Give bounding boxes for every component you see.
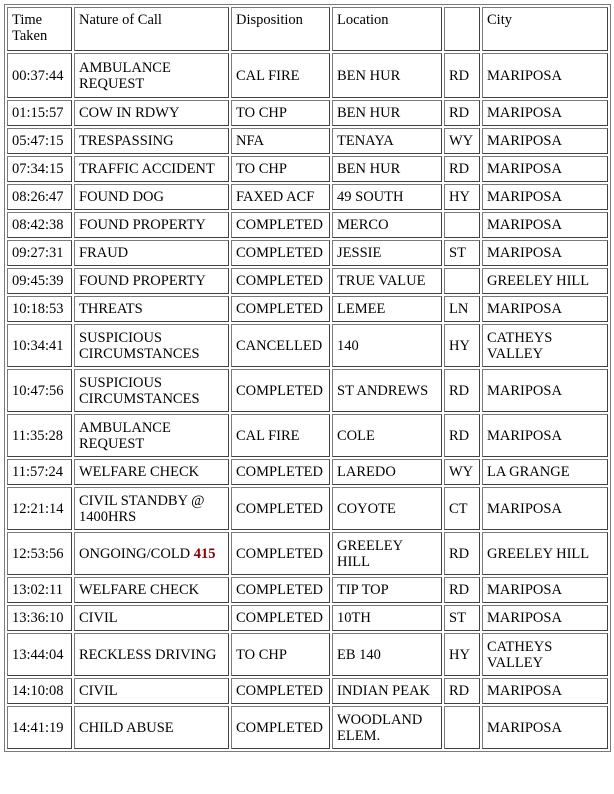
cell-city: [482, 706, 608, 749]
cell-disposition-text: COMPLETED: [236, 545, 323, 562]
cell-nature-of-call-text: ONGOING/COLD: [79, 545, 191, 562]
table-row: [7, 678, 608, 704]
cell-disposition-text: COMPLETED: [236, 683, 323, 699]
cell-location: [332, 53, 442, 98]
cell-location: [332, 577, 442, 603]
cell-street-suffix: [444, 369, 480, 412]
cell-disposition: [231, 459, 330, 485]
cell-nature-of-call-text: FOUND PROPERTY: [79, 273, 206, 289]
cell-street-suffix: [444, 414, 480, 457]
cell-city: [482, 212, 608, 238]
cell-location: [332, 678, 442, 704]
cell-nature-of-call: [74, 268, 229, 294]
cell-city-text: MARIPOSA: [487, 105, 562, 121]
cell-city: [482, 128, 608, 154]
cell-location-text: BEN HUR: [337, 105, 401, 121]
cell-location-text: LEMEE: [337, 301, 386, 317]
cell-nature-of-call: [74, 605, 229, 631]
cell-nature-of-call: [74, 706, 229, 749]
cell-disposition-text: CANCELLED: [236, 337, 323, 354]
cell-nature-of-call: [74, 678, 229, 704]
cell-nature-of-call-text: AMBULANCE REQUEST: [79, 59, 171, 92]
cell-time: [7, 633, 72, 676]
cell-nature-of-call: [74, 296, 229, 322]
cell-city-text: MARIPOSA: [487, 427, 562, 444]
cell-nature-of-call: [74, 212, 229, 238]
cell-location: [332, 487, 442, 530]
cell-nature-of-call: [74, 414, 229, 457]
cell-street-suffix: [444, 678, 480, 704]
table-row: [7, 414, 608, 457]
cell-street-suffix-text: RD: [449, 582, 470, 598]
table-row: [7, 532, 608, 575]
cell-disposition: [231, 577, 330, 603]
cell-disposition-text: CAL FIRE: [236, 427, 300, 444]
cell-nature-of-call: [74, 633, 229, 676]
cell-disposition: [231, 324, 330, 367]
table-row: [7, 706, 608, 749]
cell-street-suffix: [444, 532, 480, 575]
cell-time-text: 13:44:04: [12, 646, 64, 663]
cell-time-text: 10:47:56: [12, 382, 64, 399]
cell-city-text: MARIPOSA: [487, 610, 562, 626]
cell-time: [7, 212, 72, 238]
cell-street-suffix-text: ST: [449, 245, 466, 261]
cell-city: [482, 53, 608, 98]
incident-code: 415: [193, 545, 216, 562]
cell-disposition: [231, 369, 330, 412]
cell-street-suffix: [444, 128, 480, 154]
cell-time-text: 11:35:28: [12, 427, 64, 444]
cell-street-suffix: [444, 156, 480, 182]
cell-disposition-text: COMPLETED: [236, 464, 323, 480]
cell-disposition-text: FAXED ACF: [236, 189, 315, 205]
header-city: City: [482, 7, 608, 51]
cell-time: [7, 369, 72, 412]
cell-time-text: 01:15:57: [12, 105, 64, 121]
table-row: [7, 633, 608, 676]
cell-location: [332, 184, 442, 210]
cell-time-text: 00:37:44: [12, 67, 64, 84]
cell-street-suffix-text: CT: [449, 500, 468, 517]
cell-nature-of-call-text: WELFARE CHECK: [79, 464, 200, 480]
cell-disposition: [231, 633, 330, 676]
cell-nature-of-call-text: SUSPICIOUS CIRCUMSTANCES: [79, 329, 200, 362]
cell-city: [482, 369, 608, 412]
cell-location-text: INDIAN PEAK: [337, 683, 431, 699]
cell-street-suffix-text: HY: [449, 646, 470, 663]
cell-street-suffix-text: RD: [449, 683, 470, 699]
cell-location: [332, 156, 442, 182]
table-row: [7, 156, 608, 182]
cell-location: [332, 212, 442, 238]
cell-nature-of-call: [74, 487, 229, 530]
cell-disposition-text: COMPLETED: [236, 273, 323, 289]
cell-time-text: 14:10:08: [12, 683, 64, 699]
cell-city-text: MARIPOSA: [487, 500, 562, 517]
cell-city-text: MARIPOSA: [487, 245, 562, 261]
cell-time-text: 14:41:19: [12, 719, 64, 736]
cell-time-text: 09:45:39: [12, 273, 64, 289]
cell-city: [482, 324, 608, 367]
cell-street-suffix: [444, 184, 480, 210]
cell-time: [7, 53, 72, 98]
cell-disposition: [231, 100, 330, 126]
cell-disposition: [231, 487, 330, 530]
cell-nature-of-call-text: CIVIL: [79, 610, 118, 626]
cell-nature-of-call: [74, 184, 229, 210]
cell-city-text: GREELEY HILL: [487, 545, 590, 562]
cell-nature-of-call-text: FOUND PROPERTY: [79, 217, 206, 233]
cell-location: [332, 605, 442, 631]
table-row: [7, 605, 608, 631]
cell-disposition: [231, 128, 330, 154]
cell-time-text: 09:27:31: [12, 245, 64, 261]
cell-time-text: 12:53:56: [12, 545, 64, 562]
cell-location: [332, 100, 442, 126]
cell-city-text: MARIPOSA: [487, 719, 562, 736]
cell-location-text: ST ANDREWS: [337, 382, 429, 399]
table-row: [7, 459, 608, 485]
cell-time: [7, 605, 72, 631]
cell-location: [332, 633, 442, 676]
cell-city: [482, 678, 608, 704]
cell-street-suffix-text: RD: [449, 161, 470, 177]
cell-location: [332, 324, 442, 367]
cell-time-text: 13:02:11: [12, 582, 64, 598]
cell-nature-of-call-text: AMBULANCE REQUEST: [79, 419, 171, 452]
cell-nature-of-call: [74, 369, 229, 412]
table-row: [7, 369, 608, 412]
cell-city-text: MARIPOSA: [487, 301, 562, 317]
cell-location: [332, 296, 442, 322]
cell-location-text: TENAYA: [337, 133, 394, 149]
cell-nature-of-call-text: COW IN RDWY: [79, 105, 180, 121]
cell-street-suffix: [444, 605, 480, 631]
cell-time: [7, 414, 72, 457]
cell-time: [7, 459, 72, 485]
cell-disposition-text: COMPLETED: [236, 245, 323, 261]
cell-disposition: [231, 240, 330, 266]
table-row: [7, 212, 608, 238]
cell-city-text: MARIPOSA: [487, 161, 562, 177]
call-log-body: [7, 53, 608, 749]
cell-street-suffix-text: HY: [449, 337, 470, 354]
cell-location-text: MERCO: [337, 217, 389, 233]
cell-location-text: BEN HUR: [337, 67, 401, 84]
cell-street-suffix: [444, 268, 480, 294]
header-row: [7, 7, 608, 51]
table-row: [7, 128, 608, 154]
cell-city-text: CATHEYS VALLEY: [487, 329, 553, 362]
table-row: [7, 487, 608, 530]
cell-street-suffix: [444, 296, 480, 322]
cell-street-suffix: [444, 459, 480, 485]
cell-disposition-text: NFA: [236, 133, 264, 149]
cell-disposition-text: TO CHP: [236, 105, 287, 121]
cell-location-text: JESSIE: [337, 245, 382, 261]
cell-time: [7, 577, 72, 603]
cell-time-text: 08:42:38: [12, 217, 64, 233]
cell-city: [482, 414, 608, 457]
cell-city: [482, 156, 608, 182]
cell-city: [482, 240, 608, 266]
cell-disposition: [231, 532, 330, 575]
cell-location: [332, 240, 442, 266]
cell-location-text: LAREDO: [337, 464, 396, 480]
cell-city: [482, 459, 608, 485]
cell-location-text: GREELEY HILL: [337, 537, 403, 570]
cell-time: [7, 487, 72, 530]
cell-city: [482, 487, 608, 530]
cell-disposition-text: COMPLETED: [236, 301, 323, 317]
cell-street-suffix: [444, 324, 480, 367]
cell-disposition: [231, 156, 330, 182]
cell-street-suffix-text: RD: [449, 427, 470, 444]
cell-location: [332, 706, 442, 749]
cell-disposition-text: TO CHP: [236, 646, 287, 663]
cell-nature-of-call-text: CHILD ABUSE: [79, 719, 174, 736]
cell-time: [7, 324, 72, 367]
cell-city: [482, 268, 608, 294]
cell-nature-of-call-text: CIVIL: [79, 683, 118, 699]
cell-time: [7, 100, 72, 126]
cell-time-text: 10:18:53: [12, 301, 64, 317]
cell-disposition-text: COMPLETED: [236, 382, 323, 399]
cell-location-text: TIP TOP: [337, 582, 389, 598]
cell-city-text: MARIPOSA: [487, 133, 562, 149]
cell-street-suffix-text: WY: [449, 464, 474, 480]
cell-street-suffix-text: RD: [449, 67, 470, 84]
cell-time: [7, 156, 72, 182]
header-nature-of-call: Nature of Call: [74, 7, 229, 51]
cell-street-suffix: [444, 487, 480, 530]
cell-time-text: 05:47:15: [12, 133, 64, 149]
call-log-table: [4, 4, 611, 752]
cell-location-text: EB 140: [337, 646, 381, 663]
cell-street-suffix: [444, 633, 480, 676]
cell-city: [482, 633, 608, 676]
cell-disposition: [231, 414, 330, 457]
cell-nature-of-call-text: CIVIL STANDBY @ 1400HRS: [79, 492, 205, 525]
cell-city-text: MARIPOSA: [487, 217, 562, 233]
cell-street-suffix: [444, 706, 480, 749]
cell-street-suffix-text: WY: [449, 133, 474, 149]
cell-city: [482, 100, 608, 126]
cell-disposition-text: TO CHP: [236, 161, 287, 177]
cell-disposition: [231, 678, 330, 704]
cell-street-suffix-text: LN: [449, 301, 469, 317]
cell-disposition: [231, 268, 330, 294]
cell-location-text: BEN HUR: [337, 161, 401, 177]
table-row: [7, 100, 608, 126]
cell-location-text: WOODLAND ELEM.: [337, 711, 423, 744]
cell-disposition: [231, 53, 330, 98]
cell-time: [7, 268, 72, 294]
cell-location: [332, 268, 442, 294]
cell-street-suffix-text: RD: [449, 105, 470, 121]
cell-nature-of-call-text: SUSPICIOUS CIRCUMSTANCES: [79, 374, 200, 407]
table-row: [7, 184, 608, 210]
cell-time-text: 11:57:24: [12, 464, 64, 480]
cell-time: [7, 296, 72, 322]
cell-nature-of-call-text: TRAFFIC ACCIDENT: [79, 161, 215, 177]
cell-location-text: 49 SOUTH: [337, 189, 404, 205]
header-street-suffix: [444, 7, 480, 51]
cell-time-text: 07:34:15: [12, 161, 64, 177]
cell-street-suffix-text: RD: [449, 545, 470, 562]
cell-street-suffix: [444, 100, 480, 126]
cell-nature-of-call-text: THREATS: [79, 301, 143, 317]
cell-city-text: MARIPOSA: [487, 582, 562, 598]
cell-time: [7, 532, 72, 575]
cell-city-text: MARIPOSA: [487, 683, 562, 699]
cell-city: [482, 184, 608, 210]
table-row: [7, 268, 608, 294]
cell-disposition: [231, 706, 330, 749]
cell-time: [7, 184, 72, 210]
cell-nature-of-call-text: TRESPASSING: [79, 133, 174, 149]
table-row: [7, 296, 608, 322]
cell-disposition: [231, 605, 330, 631]
table-row: [7, 577, 608, 603]
cell-city: [482, 532, 608, 575]
cell-location: [332, 369, 442, 412]
header-time-taken: Time Taken: [7, 7, 72, 51]
cell-disposition-text: COMPLETED: [236, 582, 323, 598]
cell-location: [332, 459, 442, 485]
cell-time: [7, 678, 72, 704]
cell-disposition: [231, 296, 330, 322]
cell-location-text: 140: [337, 337, 359, 354]
cell-city: [482, 296, 608, 322]
cell-location-text: 10TH: [337, 610, 371, 626]
cell-nature-of-call: [74, 128, 229, 154]
cell-city: [482, 605, 608, 631]
cell-nature-of-call-text: FOUND DOG: [79, 189, 164, 205]
cell-location-text: TRUE VALUE: [337, 273, 426, 289]
cell-time-text: 08:26:47: [12, 189, 64, 205]
cell-time-text: 12:21:14: [12, 500, 64, 517]
table-row: [7, 53, 608, 98]
cell-disposition-text: CAL FIRE: [236, 67, 300, 84]
cell-street-suffix-text: RD: [449, 382, 470, 399]
cell-nature-of-call: [74, 53, 229, 98]
cell-nature-of-call: [74, 100, 229, 126]
table-row: [7, 240, 608, 266]
cell-street-suffix: [444, 53, 480, 98]
cell-street-suffix: [444, 212, 480, 238]
cell-nature-of-call: [74, 156, 229, 182]
cell-disposition-text: COMPLETED: [236, 500, 323, 517]
cell-nature-of-call-text: WELFARE CHECK: [79, 582, 200, 598]
cell-street-suffix: [444, 240, 480, 266]
cell-street-suffix-text: HY: [449, 189, 470, 205]
cell-location-text: COLE: [337, 427, 375, 444]
cell-street-suffix-text: ST: [449, 610, 466, 626]
cell-disposition: [231, 212, 330, 238]
cell-nature-of-call: [74, 240, 229, 266]
cell-city-text: GREELEY HILL: [487, 273, 590, 289]
cell-time: [7, 706, 72, 749]
cell-time: [7, 128, 72, 154]
cell-city-text: MARIPOSA: [487, 67, 562, 84]
cell-city-text: CATHEYS VALLEY: [487, 638, 553, 671]
cell-nature-of-call: [74, 577, 229, 603]
cell-nature-of-call: [74, 532, 229, 575]
call-log: [4, 4, 611, 752]
cell-nature-of-call-text: FRAUD: [79, 245, 129, 261]
cell-city: [482, 577, 608, 603]
cell-nature-of-call-text: RECKLESS DRIVING: [79, 646, 217, 663]
cell-nature-of-call: [74, 324, 229, 367]
cell-nature-of-call: [74, 459, 229, 485]
cell-city-text: MARIPOSA: [487, 382, 562, 399]
cell-time-text: 10:34:41: [12, 337, 64, 354]
table-row: [7, 324, 608, 367]
cell-time: [7, 240, 72, 266]
cell-location: [332, 128, 442, 154]
cell-disposition: [231, 184, 330, 210]
cell-disposition-text: COMPLETED: [236, 217, 323, 233]
cell-location: [332, 532, 442, 575]
cell-disposition-text: COMPLETED: [236, 719, 323, 736]
header-disposition: Disposition: [231, 7, 330, 51]
cell-street-suffix: [444, 577, 480, 603]
cell-city-text: MARIPOSA: [487, 189, 562, 205]
cell-city-text: LA GRANGE: [487, 464, 570, 480]
header-location: Location: [332, 7, 442, 51]
cell-location: [332, 414, 442, 457]
cell-time-text: 13:36:10: [12, 610, 64, 626]
cell-location-text: COYOTE: [337, 500, 396, 517]
cell-disposition-text: COMPLETED: [236, 610, 323, 626]
